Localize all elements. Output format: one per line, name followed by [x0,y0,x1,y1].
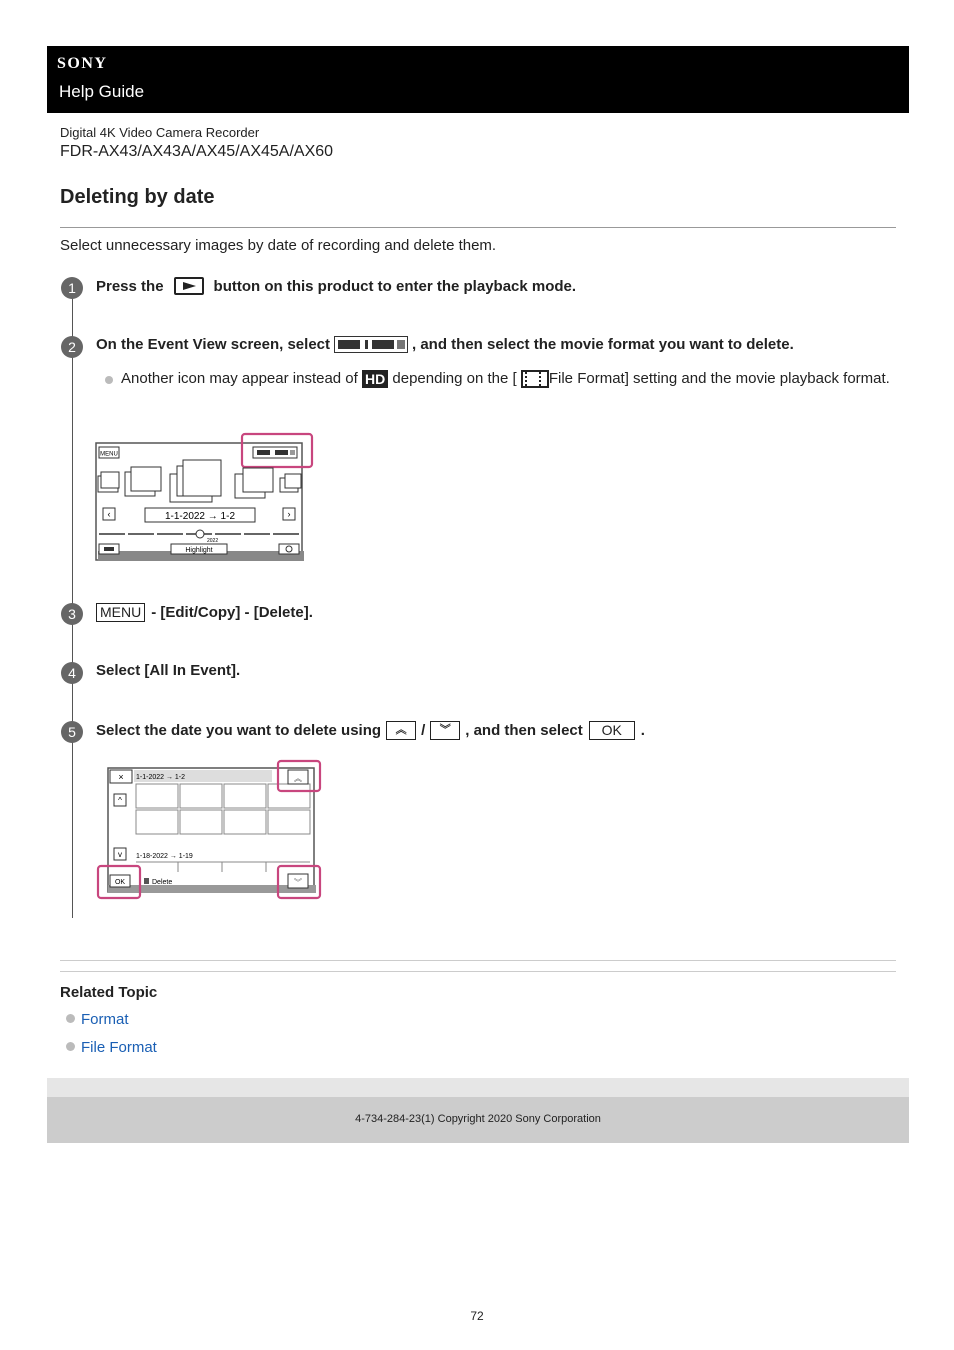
scroll-up-icon: ︽ [386,721,416,740]
svg-text:︽: ︽ [294,774,302,783]
step-number-3: 3 [61,603,83,625]
event-view-screen-illustration [95,432,317,566]
bullet-icon [105,376,113,384]
delete-date-screen-illustration [96,758,324,902]
playback-icon [174,277,204,295]
step-5-text-after: . [640,722,645,739]
movie-format-icon [334,336,408,353]
step-2 [96,336,794,353]
product-line: Digital 4K Video Camera Recorder [60,125,260,140]
divider [60,960,896,961]
step-5-text-middle: , and then select [465,722,583,739]
menu-button-icon: MENU [96,603,145,622]
note-text-2: depending on the [ [392,370,517,387]
step-number-2: 2 [61,336,83,358]
svg-text:‹: ‹ [107,509,111,519]
screen1-menu-label: MENU [100,451,118,458]
step-2-note [105,368,895,389]
help-guide-title: Help Guide [59,82,145,101]
svg-text:^: ^ [118,796,122,805]
step-number-1: 1 [61,277,83,299]
step-3 [96,603,313,622]
step-4: Select [All In Event]. [96,662,241,679]
related-link-label[interactable]: File Format [81,1039,157,1056]
step-2-text-after: , and then select the movie format you want to delete. [412,336,794,353]
step-1 [96,277,576,295]
related-link-label[interactable]: Format [81,1011,129,1028]
bullet-icon [66,1042,75,1051]
related-link-file-format[interactable] [66,1039,157,1056]
step-2-text-before: On the Event View screen, select [96,336,330,353]
step-3-text: - [Edit/Copy] - [Delete]. [151,604,313,621]
svg-text:›: › [287,509,291,519]
screen1-year: 2022 [207,538,219,544]
footer: 4-734-284-23(1) Copyright 2020 Sony Corporation [47,1097,909,1143]
step-5-text-before: Select the date you want to delete using [96,722,382,739]
hd-icon: HD [362,370,388,388]
ok-button-icon: OK [589,721,635,740]
sony-logo: SONY [57,55,108,72]
divider [60,227,896,228]
step-number-5: 5 [61,721,83,743]
intro-text: Select unnecessary images by date of recording and delete them. [60,237,497,254]
svg-text:v: v [118,850,122,859]
screen2-ok: OK [114,879,126,886]
screen1-highlight-label: Highlight [185,547,213,554]
step-1-text-before: Press the [96,277,164,295]
divider [60,971,896,972]
screen1-date-range: 1-1-2022 → 1-2 [164,511,236,522]
footer-spacer [47,1078,909,1097]
model-name: FDR-AX43/AX43A/AX45/AX45A/AX60 [60,143,334,160]
step-5-slash: / [421,722,426,739]
step-5 [96,721,645,740]
step-1-text-after: button on this product to enter the playback mode. [213,277,577,295]
screen2-close: × [118,772,124,782]
step-number-4: 4 [61,662,83,684]
screen2-delete: Delete [152,879,173,886]
page-number: 72 [470,1309,484,1323]
related-link-format[interactable] [66,1011,129,1028]
screen2-date-top: 1-1-2022 → 1-2 [136,774,186,781]
screen2-date-bottom: 1-18-2022 → 1-19 [136,853,193,860]
svg-text:︾: ︾ [294,878,302,887]
scroll-down-icon: ︾ [430,721,460,740]
film-icon [521,370,549,388]
related-topic-heading: Related Topic [60,984,158,1001]
page-title: Deleting by date [60,186,215,208]
note-text-1: Another icon may appear instead of [121,370,358,387]
note-text-3: File Format] setting and the movie playback format. [548,370,890,387]
header-bar [47,46,909,113]
bullet-icon [66,1014,75,1023]
